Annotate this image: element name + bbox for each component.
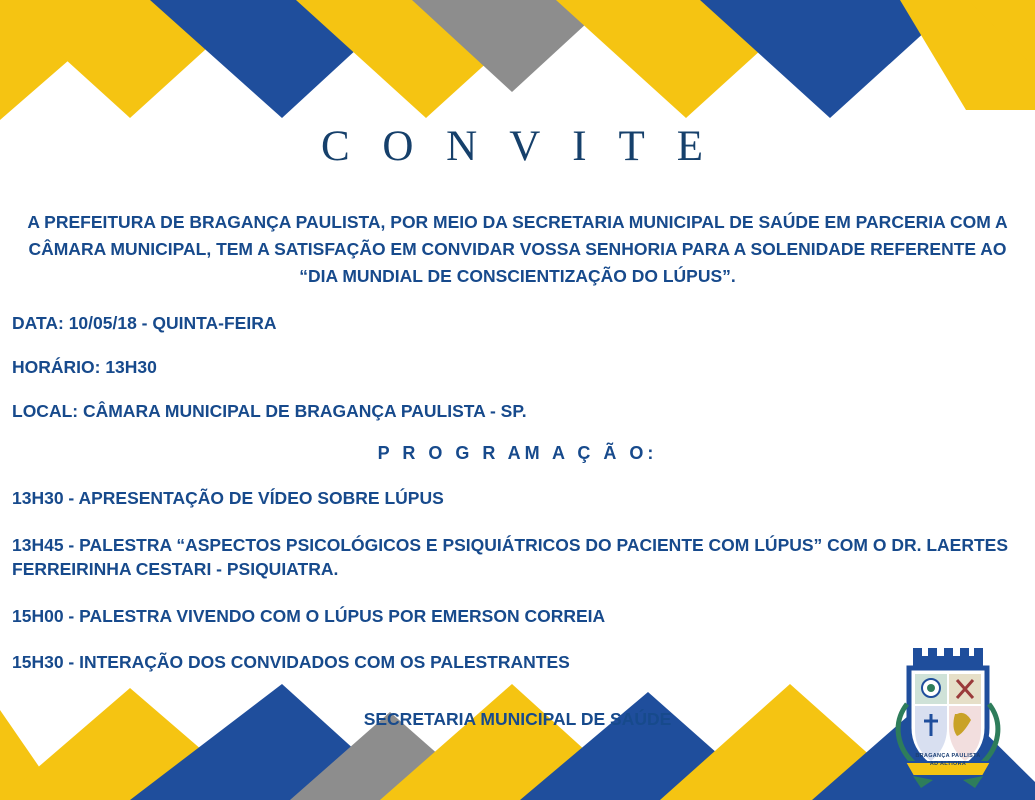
program-item: 15H00 - PALESTRA VIVENDO COM O LÚPUS POR EMERSON CORREIA xyxy=(12,605,606,626)
coat-of-arms-icon xyxy=(883,642,1013,790)
signature-line: SECRETARIA MUNICIPAL DE SAÚDE xyxy=(363,708,672,729)
event-details xyxy=(0,312,1035,423)
crest-caption-line1: BRAGANÇA PAULISTA xyxy=(915,753,981,760)
program-item: 13H45 - PALESTRA “ASPECTOS PSICOLÓGICOS E PSIQUIÁTRICOS DO PACIENTE COM LÚPUS” COM O DR. LAERTES FERREIRINHA CESTARI - PSIQUIATRA. xyxy=(12,534,1008,580)
intro-paragraph: A PREFEITURA DE BRAGANÇA PAULISTA, POR MEIO DA SECRETARIA MUNICIPAL DE SAÚDE EM PARCERIA COM A CÂMARA MUNICIPAL, TEM A SATISFAÇÃO EM CONVIDAR VOSSA SENHORIA PARA A SOLENIDADE REFERENTE AO “DIA MUNDIAL DE CONSCIENTIZAÇÃO DO LÚPUS”. xyxy=(27,212,1008,287)
page-title: C O N V I T E xyxy=(320,123,715,170)
detail-time: HORÁRIO: 13H30 xyxy=(12,357,157,377)
top-chevrons-svg xyxy=(0,0,1035,120)
program-heading: P R O G R AM A Ç Ã O: xyxy=(377,443,658,464)
crest-caption xyxy=(883,753,1013,768)
invitation-content xyxy=(0,108,1035,730)
detail-date: DATA: 10/05/18 - QUINTA-FEIRA xyxy=(12,313,277,334)
detail-location: LOCAL: CÂMARA MUNICIPAL DE BRAGANÇA PAULISTA - SP. xyxy=(12,400,527,421)
program-item: 13H30 - APRESENTAÇÃO DE VÍDEO SOBRE LÚPUS xyxy=(12,488,444,509)
top-decoration xyxy=(0,0,1035,120)
program-item: 15H30 - INTERAÇÃO DOS CONVIDADOS COM OS PALESTRANTES xyxy=(12,652,570,673)
program-list xyxy=(0,486,1035,675)
crest-caption-line2: AD ALTIORA xyxy=(929,760,967,767)
